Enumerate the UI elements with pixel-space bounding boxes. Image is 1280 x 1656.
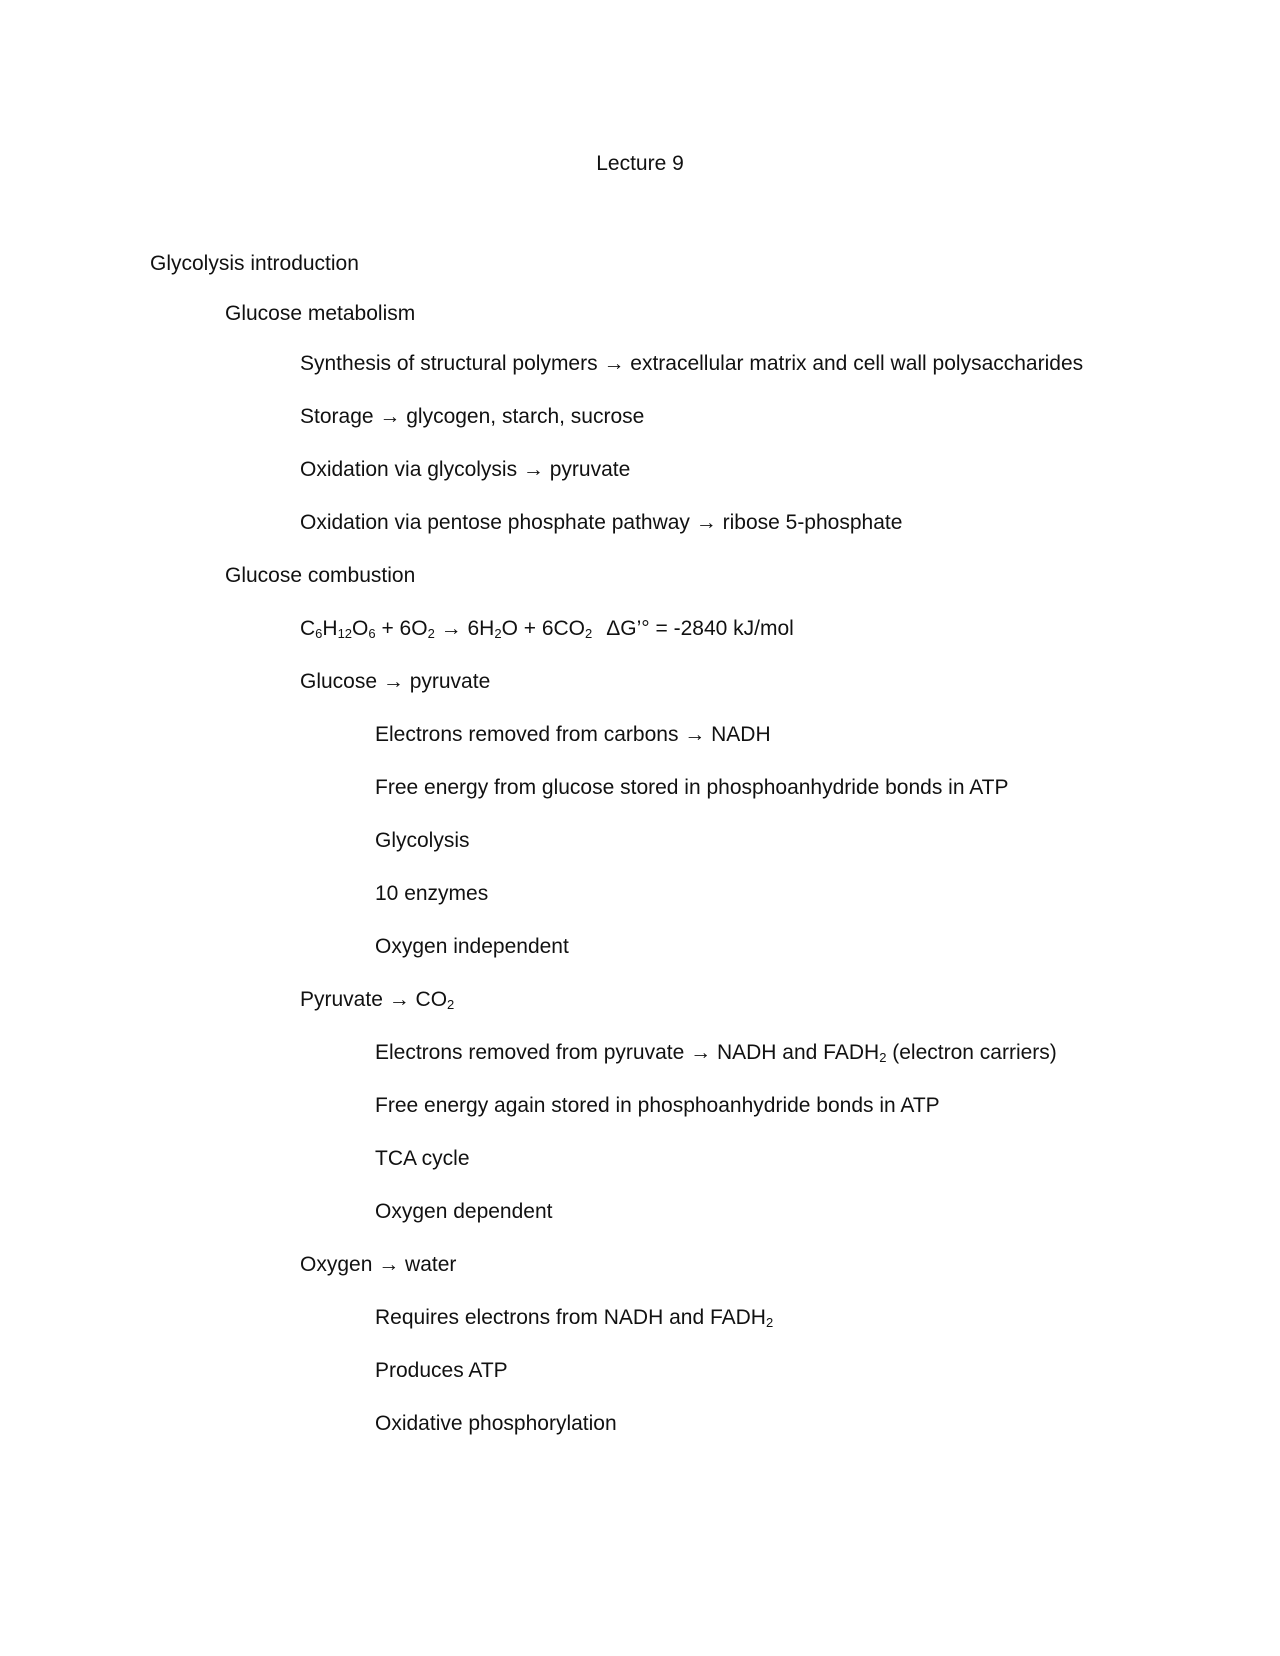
combustion-equation — [300, 615, 794, 643]
list-item: Oxygen → water — [300, 1253, 457, 1276]
list-item: Electrons removed from carbons → NADH — [375, 723, 771, 746]
list-item: Synthesis of structural polymers → extracellular matrix and cell wall polysaccharides — [300, 352, 1084, 375]
equation-part: → 6H — [434, 617, 495, 640]
list-item: Free energy from glucose stored in phosphoanhydride bonds in ATP — [375, 776, 1009, 799]
subscript: 12 — [337, 626, 353, 641]
line-text: Electrons removed from pyruvate → NADH and FADH — [375, 1041, 880, 1064]
subheading-glucose-combustion: Glucose combustion — [225, 564, 416, 587]
list-item-electrons-pyruvate — [375, 1039, 1057, 1067]
line-text: Requires electrons from NADH and FADH — [375, 1306, 766, 1329]
equation-part: + 6O — [375, 617, 428, 640]
list-item: Oxidative phosphorylation — [375, 1412, 617, 1435]
subscript: 2 — [494, 626, 502, 641]
list-item: Glycolysis — [375, 829, 470, 852]
subheading-glucose-metabolism: Glucose metabolism — [225, 302, 416, 325]
heading-glycolysis-introduction: Glycolysis introduction — [150, 252, 359, 275]
line-text: (electron carriers) — [886, 1041, 1057, 1064]
page-title: Lecture 9 — [596, 152, 684, 175]
list-item: Oxidation via pentose phosphate pathway → ribose 5-phosphate — [300, 511, 903, 534]
subscript: 2 — [879, 1050, 887, 1065]
subscript: 6 — [368, 626, 376, 641]
list-item: Glucose → pyruvate — [300, 670, 491, 693]
list-item-pyruvate-co2 — [300, 986, 454, 1014]
list-item: Oxidation via glycolysis → pyruvate — [300, 458, 631, 481]
list-item: TCA cycle — [375, 1147, 470, 1170]
equation-part: H — [322, 617, 338, 640]
equation-part: O — [352, 617, 369, 640]
subscript: 6 — [315, 626, 323, 641]
list-item: Oxygen independent — [375, 935, 569, 958]
equation-part: C — [300, 617, 316, 640]
list-item: Storage → glycogen, starch, sucrose — [300, 405, 645, 428]
list-item: 10 enzymes — [375, 882, 489, 905]
list-item-requires-electrons — [375, 1304, 773, 1332]
list-item: Produces ATP — [375, 1359, 508, 1382]
subscript: 2 — [585, 626, 593, 641]
delta-g-value: ΔG’° = -2840 kJ/mol — [606, 617, 794, 640]
line-text: Pyruvate → CO — [300, 988, 448, 1011]
subscript: 2 — [765, 1315, 774, 1330]
list-item: Free energy again stored in phosphoanhydride bonds in ATP — [375, 1094, 940, 1117]
list-item: Oxygen dependent — [375, 1200, 553, 1223]
subscript: 2 — [427, 626, 435, 641]
subscript: 2 — [447, 997, 455, 1012]
equation-part: O + 6CO — [501, 617, 586, 640]
